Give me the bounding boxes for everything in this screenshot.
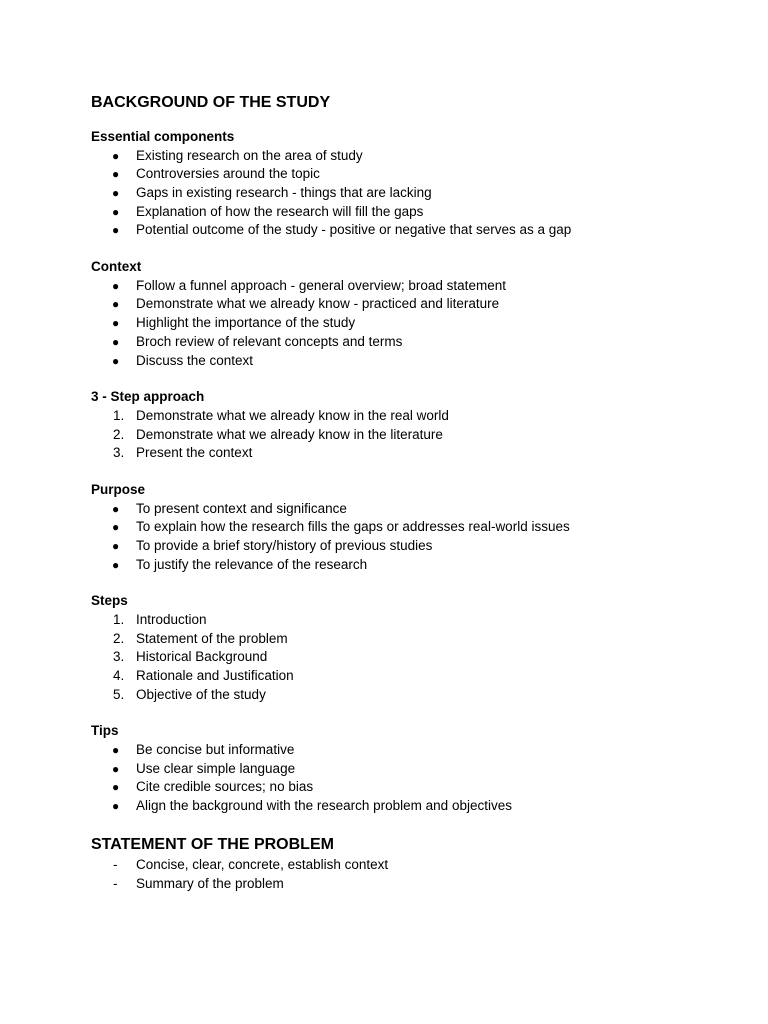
section-title: 3 - Step approach: [91, 389, 205, 405]
list-item: [91, 277, 691, 296]
list-item-text: Gaps in existing research - things that are lacking: [136, 185, 432, 200]
list-item: [91, 314, 691, 333]
bullet-icon: ●: [112, 761, 120, 776]
list-item-text: Demonstrate what we already know in the real world: [136, 407, 449, 423]
bullet-list: [91, 741, 691, 816]
list-item-text: Broch review of relevant concepts and terms: [136, 333, 403, 349]
document-page: [91, 92, 691, 893]
list-item-text: Demonstrate what we already know - practiced and literature: [136, 296, 500, 312]
bullet-icon: ●: [112, 316, 120, 331]
list-item: [91, 165, 691, 184]
list-item: [91, 221, 691, 240]
list-item: [91, 352, 691, 371]
bullet-icon: ●: [112, 557, 120, 572]
bullet-list: [91, 500, 691, 575]
list-item-text: Present the context: [136, 445, 253, 461]
list-item: [91, 611, 691, 630]
list-item: [91, 500, 691, 519]
list-item: [91, 797, 691, 816]
bullet-icon: ●: [112, 204, 120, 219]
list-item: [91, 537, 691, 556]
section-title: Tips: [91, 723, 119, 739]
list-item-text: Objective of the study: [136, 686, 266, 702]
list-item-text: Explanation of how the research will fill the gaps: [136, 203, 424, 219]
list-item: [91, 667, 691, 686]
list-number: 5.: [113, 686, 125, 702]
bullet-icon: ●: [112, 799, 120, 814]
bullet-icon: ●: [112, 743, 120, 758]
list-item-text: Highlight the importance of the study: [136, 315, 356, 331]
list-item: [91, 778, 691, 797]
bullet-list: [91, 277, 691, 371]
list-number: 3.: [113, 649, 125, 665]
bullet-icon: ●: [112, 167, 120, 182]
bullet-icon: ●: [112, 186, 120, 200]
list-item: [91, 760, 691, 779]
list-item-text: To explain how the research fills the gaps or addresses real-world issues: [136, 519, 570, 535]
section: [91, 722, 691, 815]
list-item-text: Rationale and Justification: [136, 668, 294, 684]
list-number: 2.: [113, 426, 125, 442]
numbered-list: [91, 611, 691, 705]
list-item-text: Controversies around the topic: [136, 166, 320, 182]
statement-heading: STATEMENT OF THE PROBLEM: [91, 835, 334, 853]
sections-container: [91, 128, 691, 816]
list-item: [91, 741, 691, 760]
list-item-text: Be concise but informative: [136, 742, 295, 758]
list-item-text: Demonstrate what we already know in the literature: [136, 426, 443, 442]
bullet-icon: ●: [112, 148, 120, 163]
list-item-text: To present context and significance: [136, 500, 347, 516]
list-item-text: Concise, clear, concrete, establish context: [136, 856, 389, 872]
list-item: [91, 426, 691, 445]
dash-marker: -: [113, 856, 118, 872]
list-item: [91, 875, 691, 894]
list-item: [91, 184, 691, 203]
section: [91, 128, 691, 240]
list-number: 1.: [113, 407, 125, 423]
list-item-text: Statement of the problem: [136, 630, 288, 646]
list-item: [91, 295, 691, 314]
bullet-icon: ●: [112, 780, 120, 795]
list-item: [91, 856, 691, 875]
bullet-icon: ●: [112, 334, 120, 349]
section-title: Purpose: [91, 481, 146, 497]
list-number: 2.: [113, 630, 125, 646]
section: [91, 388, 691, 463]
list-item: [91, 333, 691, 352]
list-item: [91, 444, 691, 463]
section-title: Steps: [91, 593, 128, 609]
bullet-icon: ●: [112, 223, 120, 238]
list-item: [91, 203, 691, 222]
section-title: Essential components: [91, 129, 235, 144]
dash-marker: -: [113, 875, 118, 891]
list-number: 3.: [113, 445, 125, 461]
section: [91, 592, 691, 704]
list-item: [91, 147, 691, 166]
numbered-list: [91, 407, 691, 463]
list-item: [91, 518, 691, 537]
statement-list: [91, 856, 691, 893]
list-item-text: Follow a funnel approach - general overview; broad statement: [136, 277, 506, 293]
bullet-icon: ●: [112, 538, 120, 553]
list-number: 4.: [113, 668, 125, 684]
list-item-text: To justify the relevance of the research: [136, 556, 368, 572]
bullet-icon: ●: [112, 520, 120, 535]
bullet-icon: ●: [112, 353, 120, 368]
list-item-text: To provide a brief story/history of previous studies: [136, 537, 433, 553]
list-item: [91, 630, 691, 649]
list-item: [91, 556, 691, 575]
list-item-text: Cite credible sources; no bias: [136, 779, 314, 795]
list-item-text: Potential outcome of the study - positive or negative that serves as a gap: [136, 222, 572, 238]
section: [91, 481, 691, 574]
list-item-text: Introduction: [136, 611, 207, 627]
list-item-text: Historical Background: [136, 649, 268, 665]
list-item: [91, 686, 691, 705]
bullet-icon: ●: [112, 278, 120, 293]
list-item-text: Align the background with the research problem and objectives: [136, 798, 512, 814]
bullet-icon: ●: [112, 297, 120, 312]
bullet-icon: ●: [112, 501, 120, 516]
list-item-text: Summary of the problem: [136, 875, 284, 891]
list-item: [91, 648, 691, 667]
list-item-text: Use clear simple language: [136, 760, 296, 776]
list-item-text: Discuss the context: [136, 352, 254, 368]
list-item: [91, 407, 691, 426]
list-number: 1.: [113, 611, 125, 627]
section-title: Context: [91, 259, 142, 275]
section: [91, 258, 691, 370]
bullet-list: [91, 147, 691, 241]
list-item-text: Existing research on the area of study: [136, 147, 363, 163]
background-heading: BACKGROUND OF THE STUDY: [91, 94, 331, 111]
